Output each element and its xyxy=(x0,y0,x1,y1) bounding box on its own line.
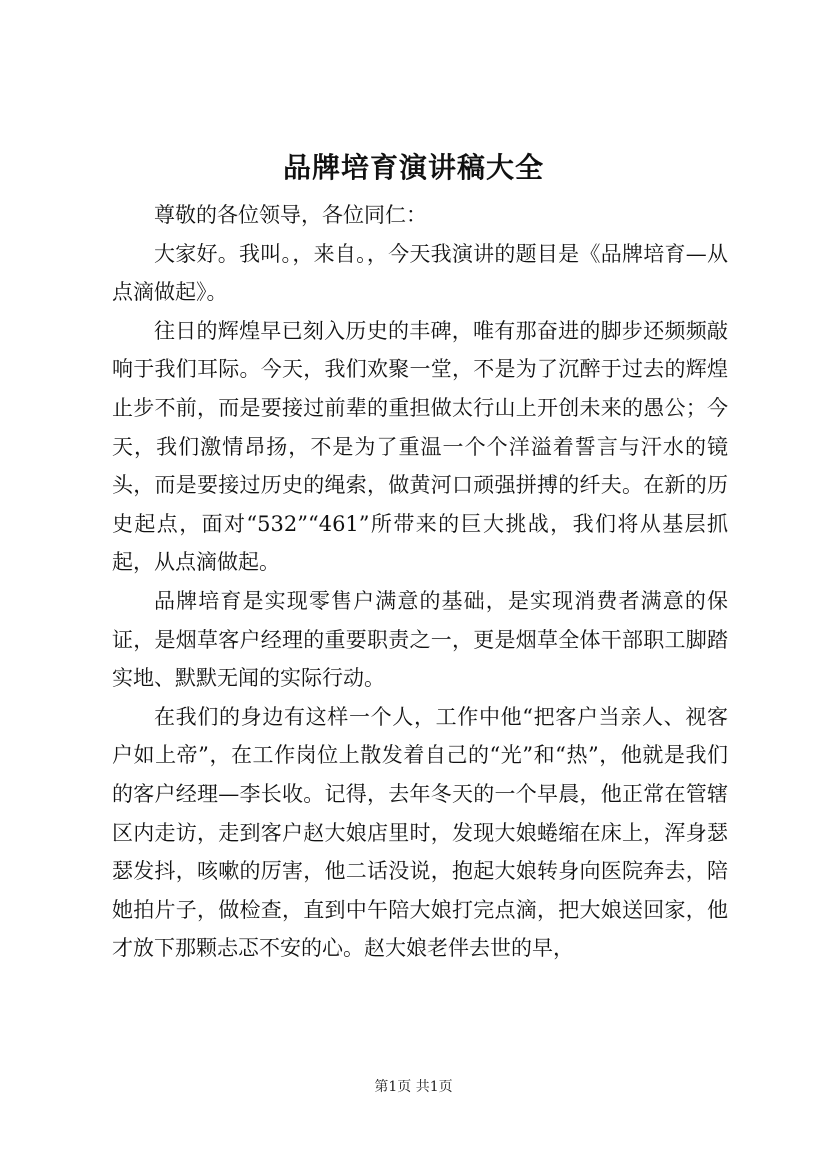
page-number-footer: 第1页 共1页 xyxy=(374,1079,453,1095)
document-title: 品牌培育演讲稿大全 xyxy=(282,151,544,184)
document-body xyxy=(112,196,728,968)
body-paragraph: 在我们的身边有这样一个人，工作中他“把客户当亲人、视客户如上帝”，在工作岗位上散发着自己的“光”和“热”，他就是我们的客户经理—李长收。记得，去年冬天的一个早晨，他正常在管辖区内走访，走到客户赵大娘店里时，发现大娘蜷缩在床上，浑身瑟瑟发抖，咳嗽的厉害，他二话没说，抱起大娘转身向医院奔去，陪她拍片子，做检查，直到中午陪大娘打完点滴，把大娘送回家，他才放下那颗忐忑不安的心。赵大娘老伴去世的早， xyxy=(112,704,728,961)
intro-paragraph: 大家好。我叫。，来自。，今天我演讲的题目是《品牌培育—从点滴做起》。 xyxy=(112,241,728,305)
body-paragraph: 品牌培育是实现零售户满意的基础，是实现消费者满意的保证，是烟草客户经理的重要职责之一，更是烟草全体干部职工脚踏实地、默默无闻的实际行动。 xyxy=(112,588,728,691)
body-paragraph: 往日的辉煌早已刻入历史的丰碑，唯有那奋进的脚步还频频敲响于我们耳际。今天，我们欢聚一堂，不是为了沉醉于过去的辉煌止步不前，而是要接过前辈的重担做太行山上开创未来的愚公；今天，我们激情昂扬，不是为了重温一个个洋溢着誓言与汗水的镜头，而是要接过历史的绳索，做黄河口顽强拼搏的纤夫。在新的历史起点，面对“532”“461”所带来的巨大挑战，我们将从基层抓起，从点滴做起。 xyxy=(112,318,728,575)
salutation-paragraph: 尊敬的各位领导，各位同仁： xyxy=(154,203,427,227)
